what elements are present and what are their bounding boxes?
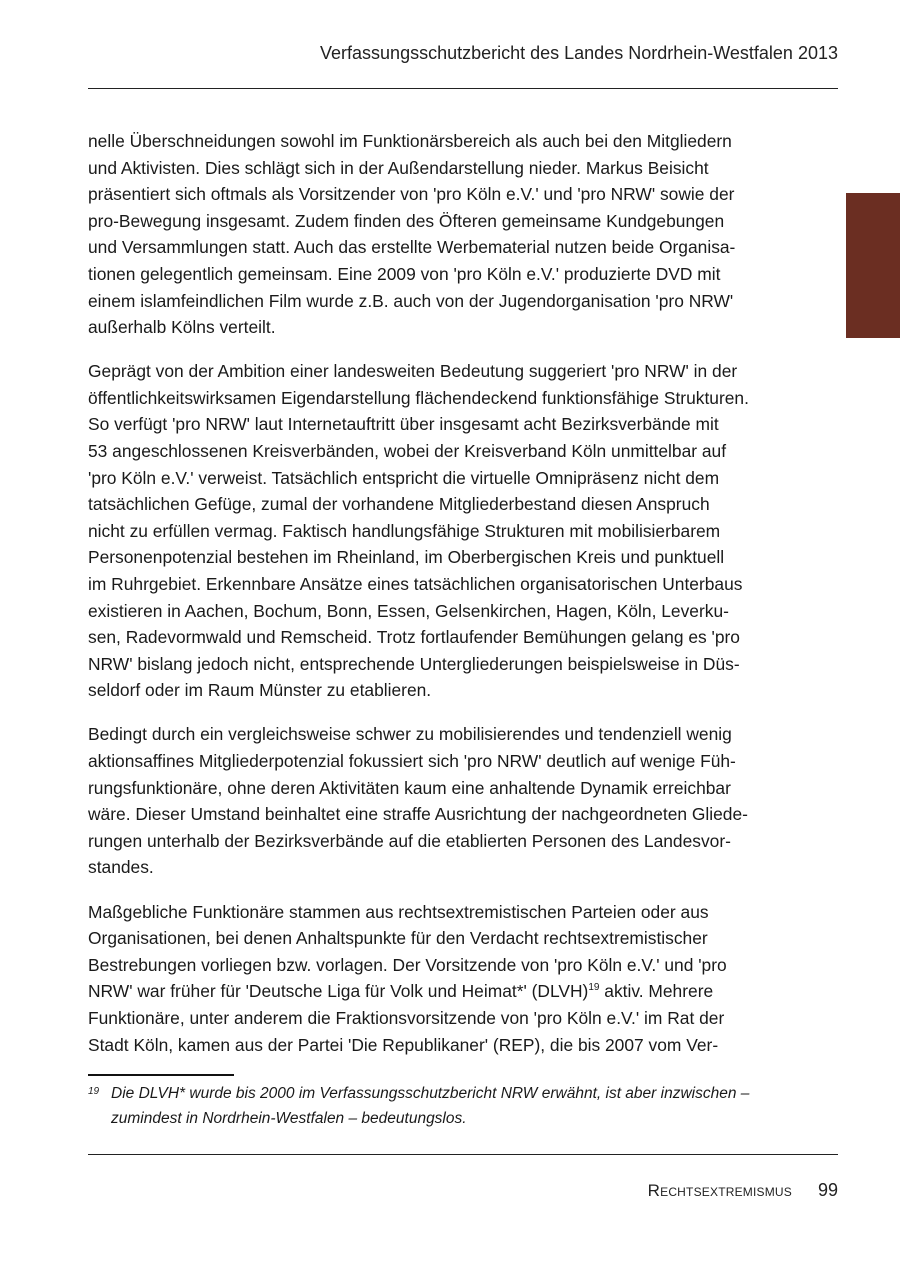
paragraph-4	[88, 899, 808, 1059]
text-line: tatsächlichen Gefüge, zumal der vorhandene Mitgliederbestand diesen Anspruch	[88, 494, 710, 515]
text-line: im Ruhrgebiet. Erkennbare Ansätze eines tatsächlichen organisatorischen Unterbaus	[88, 574, 743, 594]
text-line: Personenpotenzial bestehen im Rheinland, im Oberbergischen Kreis und punktuell	[88, 547, 725, 568]
footnote	[88, 1081, 808, 1131]
text-line: tionen gelegentlich gemeinsam. Eine 2009 von 'pro Köln e.V.' produzierte DVD mit	[88, 263, 721, 284]
text-line: einem islamfeindlichen Film wurde z.B. auch von der Jugendorganisation 'pro NRW'	[88, 290, 734, 311]
footer-rule	[88, 1154, 838, 1155]
footnote-line: zumindest in Nordrhein-Westfalen – bedeutungslos.	[111, 1110, 467, 1127]
text-line: Bestrebungen vorliegen bzw. vorlagen. Der Vorsitzende von 'pro Köln e.V.' und 'pro	[88, 954, 727, 975]
text-line: und Aktivisten. Dies schlägt sich in der Außendarstellung nieder. Markus Beisicht	[88, 157, 709, 178]
body-text	[88, 128, 808, 1076]
text-line: NRW' bislang jedoch nicht, entsprechende Untergliederungen beispielsweise in Düs-	[88, 653, 740, 674]
text-line: und Versammlungen statt. Auch das erstellte Werbematerial nutzen beide Organisa-	[88, 237, 736, 258]
text-line: seldorf oder im Raum Münster zu etablieren.	[88, 680, 432, 701]
text-segment: aktiv. Mehrere	[599, 981, 714, 1002]
text-line: 'pro Köln e.V.' verweist. Tatsächlich entspricht die virtuelle Omnipräsenz nicht dem	[88, 467, 720, 488]
page-number: 99	[817, 1180, 838, 1200]
text-line: standes.	[88, 857, 154, 878]
footnote-line: Die DLVH* wurde bis 2000 im Verfassungsschutzbericht NRW erwähnt, ist aber inzwischen –	[111, 1085, 750, 1102]
header-rule	[88, 88, 838, 89]
text-line: Stadt Köln, kamen aus der Partei 'Die Republikaner' (REP), die bis 2007 vom Ver-	[88, 1034, 719, 1055]
text-line: rungsfunktionäre, ohne deren Aktivitäten kaum eine anhaltende Dynamik erreichbar	[88, 777, 731, 798]
text-line: Organisationen, bei denen Anhaltspunkte für den Verdacht rechtsextremistischer	[88, 928, 708, 949]
footnote-separator	[88, 1074, 234, 1076]
chapter-tab-marker	[846, 193, 900, 338]
text-segment: NRW' war früher für 'Deutsche Liga für Volk und Heimat*' (DLVH)	[88, 981, 589, 1002]
text-line: Funktionäre, unter anderem die Fraktionsvorsitzende von 'pro Köln e.V.' im Rat der	[88, 1007, 725, 1028]
text-line: Maßgebliche Funktionäre stammen aus rechtsextremistischen Parteien oder aus	[88, 901, 709, 922]
text-line-with-footnote	[88, 978, 808, 1005]
text-line: 53 angeschlossenen Kreisverbänden, wobei der Kreisverband Köln unmittelbar auf	[88, 441, 727, 462]
running-footer-section: Rechtsextremismus	[647, 1181, 792, 1200]
text-line: sen, Radevormwald und Remscheid. Trotz fortlaufender Bemühungen gelang es 'pro	[88, 627, 740, 648]
text-line: präsentiert sich oftmals als Vorsitzender von 'pro Köln e.V.' und 'pro NRW' sowie der	[88, 184, 735, 205]
text-line: nelle Überschneidungen sowohl im Funktionärsbereich als auch bei den Mitgliedern	[88, 131, 732, 151]
footnote-number: 19	[88, 1086, 100, 1097]
text-line: Bedingt durch ein vergleichsweise schwer zu mobilisierendes und tendenziell wenig	[88, 724, 732, 745]
text-line: rungen unterhalb der Bezirksverbände auf die etablierten Personen des Landesvor-	[88, 830, 731, 851]
text-line: nicht zu erfüllen vermag. Faktisch handlungsfähige Strukturen mit mobilisierbarem	[88, 520, 721, 541]
text-line: öffentlichkeitswirksamen Eigendarstellung flächendeckend funktionsfähige Strukturen.	[88, 387, 749, 408]
text-line: So verfügt 'pro NRW' laut Internetauftritt über insgesamt acht Bezirksverbände mit	[88, 414, 719, 435]
text-line: wäre. Dieser Umstand beinhaltet eine straffe Ausrichtung der nachgeordneten Gliede-	[88, 804, 748, 825]
paragraph-1	[88, 128, 808, 341]
running-header: Verfassungsschutzbericht des Landes Nordrhein-Westfalen 2013	[320, 43, 838, 63]
text-line: außerhalb Kölns verteilt.	[88, 317, 276, 338]
text-line: Geprägt von der Ambition einer landesweiten Bedeutung suggeriert 'pro NRW' in der	[88, 361, 738, 382]
text-line: existieren in Aachen, Bochum, Bonn, Essen, Gelsenkirchen, Hagen, Köln, Leverku-	[88, 600, 729, 621]
text-line: aktionsaffines Mitgliederpotenzial fokussiert sich 'pro NRW' deutlich auf wenige Füh-	[88, 751, 736, 772]
footnote-reference[interactable]: 19	[588, 981, 600, 993]
paragraph-2	[88, 358, 808, 704]
paragraph-3	[88, 721, 808, 881]
text-line: pro-Bewegung insgesamt. Zudem finden des Öfteren gemeinsame Kundgebungen	[88, 210, 725, 231]
